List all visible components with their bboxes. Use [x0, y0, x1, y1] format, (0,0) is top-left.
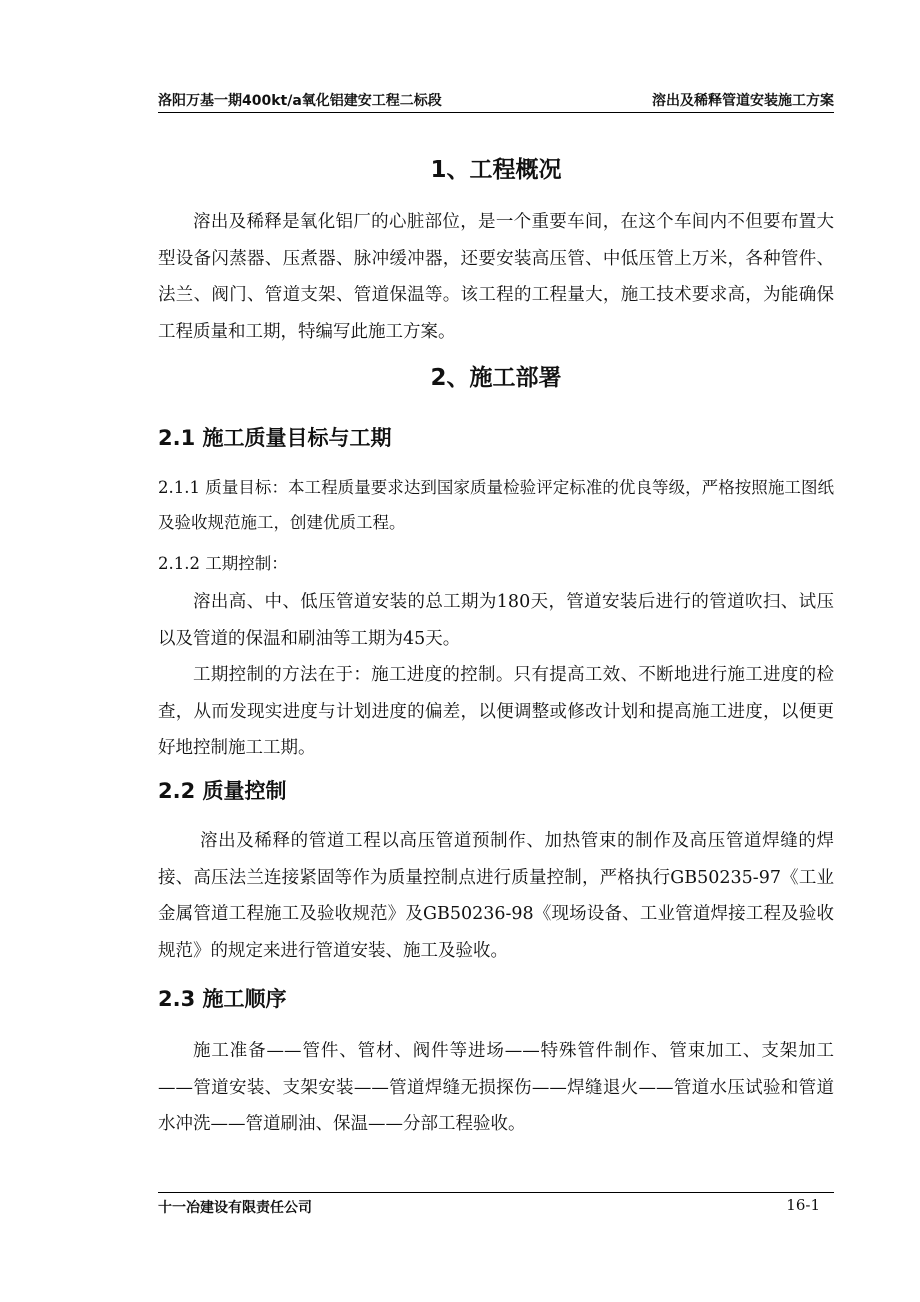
- section-2-title: 2、施工部署: [430, 365, 562, 391]
- footer-divider: [158, 1192, 834, 1193]
- section-2-1-2-paragraph-1: 溶出高、中、低压管道安装的总工期为180天，管道安装后进行的管道吹扫、试压以及管道的保温和刷油等工期为45天。: [158, 592, 834, 649]
- section-2-3-title: 2.3 施工顺序: [158, 987, 287, 1011]
- section-2-1-2-paragraph-2: 工期控制的方法在于：施工进度的控制。只有提高工效、不断地进行施工进度的检查，从而发现实进度与计划进度的偏差，以便调整或修改计划和提高施工进度，以便更好地控制施工工期。: [158, 665, 834, 758]
- footer-page-number: 16-1: [786, 1196, 820, 1214]
- section-2-2-paragraph: 溶出及稀释的管道工程以高压管道预制作、加热管束的制作及高压管道焊缝的焊接、高压法兰连接紧固等作为质量控制点进行质量控制，严格执行GB50235-97《工业金属管道工程施工及验收规范》及GB50236-98《现场设备、工业管道焊接工程及验收规范》的规定来进行管道安装、施工及验收。: [158, 831, 834, 961]
- section-2-1-1-paragraph: 2.1.1 质量目标：本工程质量要求达到国家质量检验评定标准的优良等级，严格按照施工图纸及验收规范施工，创建优质工程。: [158, 478, 834, 532]
- header-document-title: 溶出及稀释管道安装施工方案: [652, 93, 834, 109]
- section-2-1-title: 2.1 施工质量目标与工期: [158, 426, 392, 450]
- section-2-1-2-title: 2.1.2 工期控制：: [158, 554, 288, 573]
- section-2-2-title: 2.2 质量控制: [158, 779, 287, 803]
- section-1-paragraph: 溶出及稀释是氧化铝厂的心脏部位，是一个重要车间，在这个车间内不但要布置大型设备闪蒸器、压煮器、脉冲缓冲器，还要安装高压管、中低压管上万米，各种管件、法兰、阀门、管道支架、管道保温等。该工程的工程量大，施工技术要求高，为能确保工程质量和工期，特编写此施工方案。: [158, 212, 834, 342]
- section-2-3-paragraph: 施工准备——管件、管材、阀件等进场——特殊管件制作、管束加工、支架加工——管道安装、支架安装——管道焊缝无损探伤——焊缝退火——管道水压试验和管道水冲洗——管道刷油、保温——分部工程验收。: [158, 1041, 834, 1134]
- page-header: [158, 88, 834, 113]
- footer-company: 十一冶建设有限责任公司: [158, 1200, 312, 1216]
- section-1-title: 1、工程概况: [430, 157, 562, 183]
- header-project-title: 洛阳万基一期400kt/a氧化铝建安工程二标段: [158, 93, 442, 109]
